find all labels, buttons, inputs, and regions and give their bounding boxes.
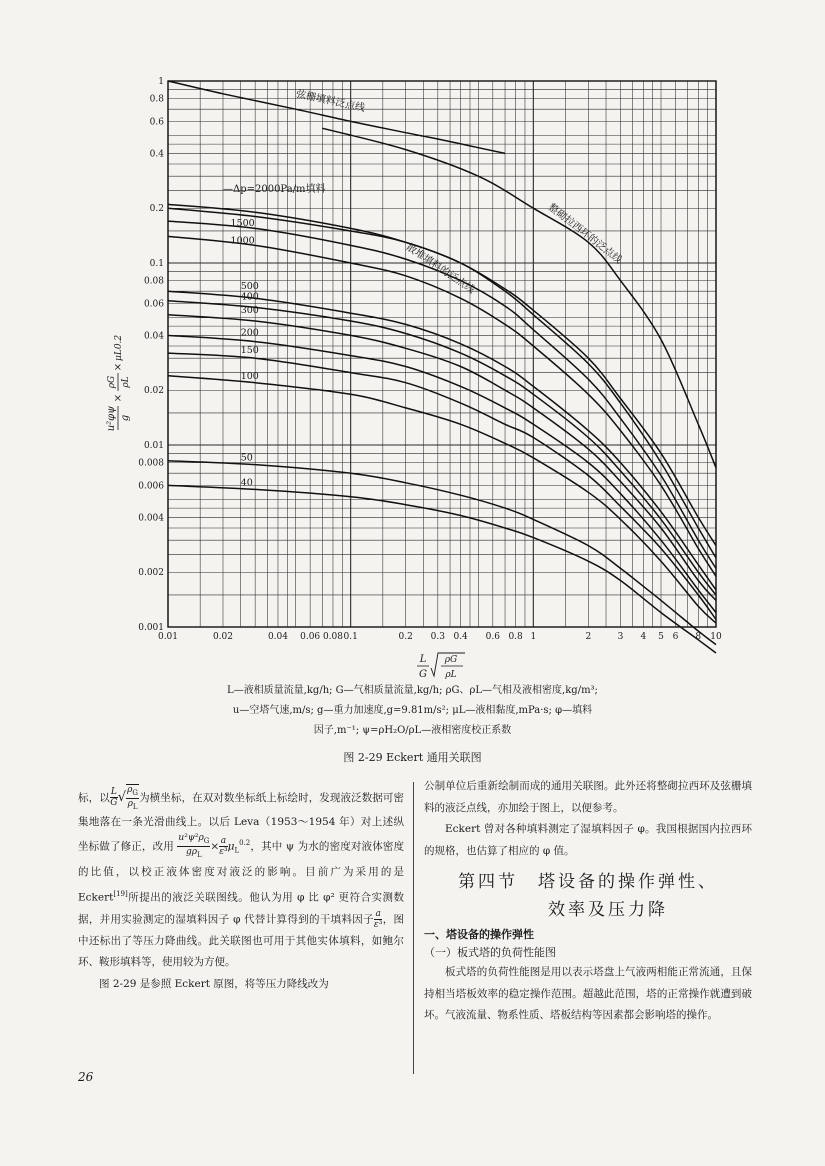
ylabel-prefix: u²φψ	[106, 406, 117, 432]
x-tick-label: 6	[672, 632, 679, 642]
series-line-40	[168, 485, 716, 653]
section-title	[424, 868, 752, 924]
ylabel-times-2: ×	[113, 362, 124, 372]
y-tick-label: 0.006	[138, 481, 164, 492]
left-p1-text-b: 为横坐标，在双对数坐标纸上标绘时，发现液泛数据可密集地落在一条光滑曲线上。以后 Leva（1953～1954 年）对上述纵坐标做了修正，改用	[78, 791, 405, 853]
y-tick-label: 0.002	[138, 568, 164, 579]
x-tick-label: 1	[530, 632, 537, 642]
figure-caption: 图 2-29 Eckert 通用关联图	[343, 751, 482, 764]
y-tick-label: 0.8	[149, 94, 164, 105]
annotation-label: 40	[240, 477, 253, 489]
x-tick-label: 3	[617, 632, 624, 642]
y-tick-label: 0.02	[143, 386, 164, 397]
xlabel-den: G	[419, 669, 427, 680]
formula-mu-exp: 0.2	[239, 839, 251, 848]
x-tick-label: 0.08	[322, 632, 343, 642]
ylabel-times-1: ×	[113, 393, 124, 403]
annotation-label: 400	[240, 291, 259, 303]
annotation-label: 150	[240, 345, 259, 357]
x-tick-label: 0.8	[508, 632, 523, 642]
y-tick-label: 0.01	[143, 441, 164, 451]
formula-times: ×	[210, 840, 220, 853]
x-tick-label: 0.1	[343, 632, 358, 642]
y-tick-label: 0.1	[149, 259, 164, 269]
ylabel-g: g	[120, 414, 131, 422]
left-column	[78, 784, 404, 995]
ylabel-ratio-den: ρL	[121, 376, 131, 388]
x-tick-label: 0.6	[485, 632, 500, 642]
y-tick-label: 0.4	[149, 149, 164, 160]
page-number: 26	[78, 1070, 94, 1084]
annotation-label: 1500	[230, 217, 255, 229]
formula-a-over-eps-2: $\frac{a}{\text{ε³}}$	[373, 908, 383, 930]
annotation-label: 200	[240, 327, 259, 339]
formula-sqrt: √	[117, 789, 127, 805]
formula-a-over-eps: $\frac{a}{\text{ε³}}$	[219, 836, 228, 858]
x-tick-label: 0.06	[300, 632, 321, 642]
left-p1-text-e: ，图中还标出了等压力降曲线。此关联图也可用于其他实体填料，如鲍尔环、鞍形填料等，使用较为方便。	[78, 913, 405, 969]
figure-legend-line-2: u—空塔气速,m/s; g—重力加速度,g=9.81m/s²; μL—液相黏度,mPa·s; φ—填料	[232, 705, 593, 716]
ylabel-ratio-num: ρG	[107, 375, 117, 389]
formula-mu: μ	[227, 840, 235, 853]
annotation-label: 整砌拉西环的泛点线	[545, 201, 624, 266]
xlabel-root-num: ρG	[444, 655, 458, 665]
xlabel-root-den: ρL	[445, 670, 457, 680]
section-title-line-1: 第四节 塔设备的操作弹性、	[458, 872, 718, 892]
y-axis-label	[106, 335, 131, 432]
x-tick-label: 0.3	[430, 632, 445, 642]
y-tick-label: 0.008	[138, 458, 164, 469]
chart-axes	[138, 77, 722, 642]
x-tick-label: 8	[695, 632, 702, 642]
right-column	[424, 776, 752, 1027]
y-tick-label: 0.04	[143, 331, 164, 342]
right-paragraph-2: Eckert 曾对各种填料测定了湿填料因子 φ。我国根据国内拉西环的规格，也估算了相应的 φ 值。	[424, 823, 752, 857]
heading-level-2: （一）板式塔的负荷性能图	[424, 946, 556, 959]
annotation-label: —Δp=2000Pa/m填料	[222, 184, 326, 196]
section-title-line-2: 效率及压力降	[548, 900, 668, 920]
x-tick-label: 5	[658, 632, 664, 642]
annotation-label: 500	[240, 280, 259, 292]
figure-legend-line-1: L—液相质量流量,kg/h; G—气相质量流量,kg/h; ρG、ρL—气相及液相密度,kg/m³;	[227, 685, 598, 696]
x-tick-label: 2	[585, 632, 592, 642]
x-tick-label: 0.2	[398, 632, 413, 642]
reference-mark: [19]	[113, 889, 128, 898]
series-line-弦栅填料泛点线	[168, 81, 505, 153]
left-paragraph-2: 图 2-29 是参照 Eckert 原图，将等压力降线改为	[99, 977, 329, 990]
x-tick-label: 0.02	[212, 632, 234, 642]
ylabel-mu: μL0.2	[114, 334, 124, 361]
y-tick-label: 1	[158, 77, 164, 87]
annotation-label: 50	[240, 452, 253, 464]
series-line-整砌拉西环的泛点线	[322, 128, 716, 467]
x-tick-label: 0.4	[453, 632, 468, 642]
x-tick-label: 0.01	[157, 632, 179, 642]
right-paragraph-3: 板式塔的负荷性能图是用以表示塔盘上气液两相能正常流通，且保持相当塔板效率的稳定操作范围。超越此范围，塔的正常操作就遭到破坏。气液流量、物系性质、塔板结构等因素都会影响塔的操作。	[424, 966, 752, 1021]
left-p1-text-d: 所提出的液泛关联图线。他认为用 φ 比 φ² 更符合实测数据，并用实验测定的湿填料因子 φ 代替计算得到的干填料因子	[78, 891, 404, 926]
annotation-label: 300	[240, 305, 259, 317]
x-tick-label: 10	[710, 632, 722, 642]
annotation-label: 散堆填料的泛点线	[403, 241, 477, 296]
left-p1-text-a: 标，以	[78, 791, 110, 804]
left-paragraph-1	[78, 784, 404, 974]
right-paragraph-1: 公制单位后重新绘制而成的通用关联图。此外还将整砌拉西环及弦栅填料的液泛点线，亦加绘于图上，以便参考。	[424, 780, 752, 814]
y-tick-label: 0.08	[143, 276, 164, 287]
annotation-label: 1000	[230, 235, 255, 247]
formula-leva: $\frac{u^2\psi^2\rho_G}{g\rho_L}$	[178, 833, 210, 859]
x-tick-label: 0.04	[267, 632, 288, 642]
chart-series	[168, 81, 716, 653]
xlabel-num: L	[419, 654, 427, 665]
formula-rho-ratio: $\frac{\rho_G}{\rho_L}$	[127, 785, 138, 811]
chart-annotations	[223, 87, 625, 488]
x-axis-label	[417, 653, 465, 680]
left-p1-text-c: ，其中 ψ 为水的密度对液体密度的比值，以校正液体密度对液泛的影响。目前广为采用的是 Eckert	[78, 840, 404, 904]
heading-level-1: 一、塔设备的操作弹性	[424, 928, 534, 941]
y-tick-label: 0.004	[138, 513, 164, 524]
formula-mu-sub: L	[234, 846, 240, 855]
formula-l-over-g: $\frac{L}{G}$	[110, 787, 118, 809]
annotation-label: 弦栅填料泛点线	[295, 88, 366, 115]
column-divider	[413, 782, 414, 1074]
figure-legend-line-3: 因子,m⁻¹; ψ=ρH₂O/ρL—液相密度校正系数	[313, 725, 512, 736]
y-tick-label: 0.2	[149, 204, 164, 215]
annotation-label: 100	[240, 371, 259, 383]
y-tick-label: 0.06	[143, 299, 164, 310]
y-tick-label: 0.001	[138, 623, 164, 633]
y-tick-label: 0.6	[149, 117, 164, 128]
x-tick-label: 4	[640, 632, 647, 642]
